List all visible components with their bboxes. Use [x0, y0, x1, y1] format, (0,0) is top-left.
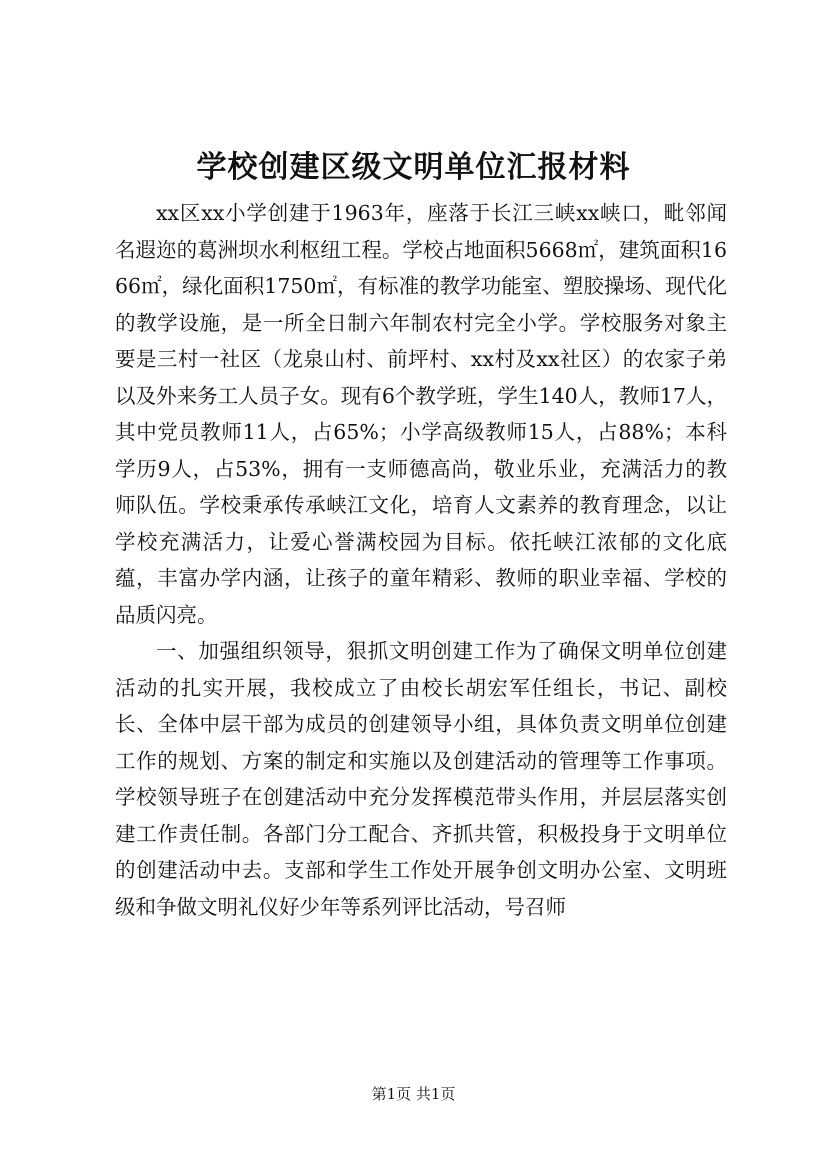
paragraph-intro: xx区xx小学创建于1963年，座落于长江三峡xx峡口，毗邻闻名遐迩的葛洲坝水利枢纽工程。学校占地面积5668㎡，建筑面积1666㎡，绿化面积1750㎡，有标准的教学功能室、塑胶操场、现代化的教学设施，是一所全日制六年制农村完全小学。学校服务对象主要是三村一社区（龙泉山村、前坪村、xx村及xx社区）的农家子弟以及外来务工人员子女。现有6个教学班，学生140人，教师17人，其中党员教师11人，占65%；小学高级教师15人，占88%；本科学历9人，占53%，拥有一支师德高尚，敬业乐业，充满活力的教师队伍。学校秉承传承峡江文化，培育人文素养的教育理念，以让学校充满活力，让爱心誉满校园为目标。依托峡江浓郁的文化底蕴，丰富办学内涵，让孩子的童年精彩、教师的职业幸福、学校的品质闪亮。 — [115, 201, 727, 627]
document-title: 学校创建区级文明单位汇报材料 — [196, 150, 631, 185]
paragraph-organization: 一、加强组织领导，狠抓文明创建工作为了确保文明单位创建活动的扎实开展，我校成立了由校长胡宏军任组长，书记、副校长、全体中层干部为成员的创建领导小组，具体负责文明单位创建工作的规划、方案的制定和实施以及创建活动的管理等工作事项。学校领导班子在创建活动中充分发挥模范带头作用，并层层落实创建工作责任制。各部门分工配合、齐抓共管，积极投身于文明单位的创建活动中去。支部和学生工作处开展争创文明办公室、文明班级和争做文明礼仪好少年等系列评比活动，号召师 — [115, 639, 727, 919]
document-body — [115, 195, 727, 925]
page-footer: 第1页 共1页 — [371, 1085, 456, 1103]
